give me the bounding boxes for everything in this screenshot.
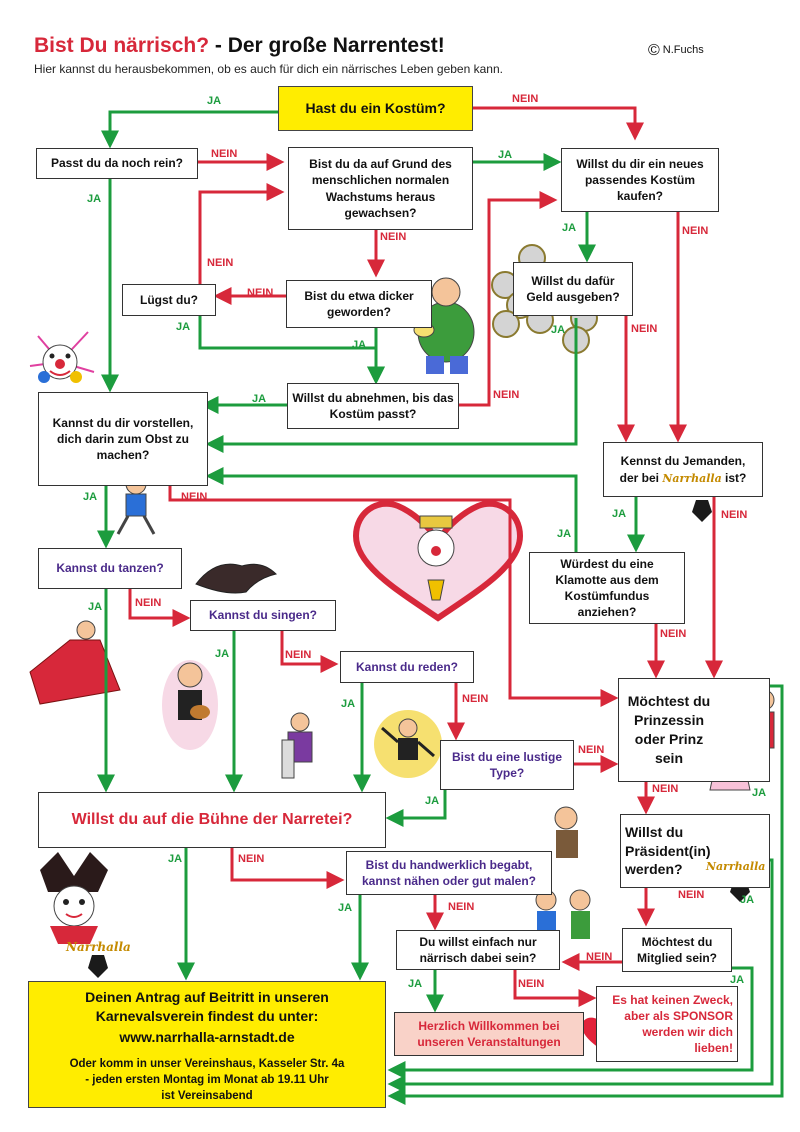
label-ja: JA <box>557 528 572 540</box>
node-tanzen-text: Kannst du tanzen? <box>56 561 164 576</box>
label-ja: JA <box>730 974 745 986</box>
node-handwerk-text: Bist du handwerklich begabt, kannst nähen oder gut malen? <box>361 857 537 888</box>
final-line2: Karnevalsverein findest du unter: <box>95 1008 319 1024</box>
node-obst-text: Kannst du dir vorstellen, dich darin zum Obst zu machen? <box>52 415 194 463</box>
node-lustig-text: Bist du eine lustige Type? <box>451 749 562 780</box>
node-jemanden-line2b: ist? <box>725 470 747 485</box>
label-ja: JA <box>207 95 222 107</box>
title-question: Bist Du närrisch? <box>34 34 210 57</box>
final-line3: Oder komm in unser Vereinshaus, Kasseler Str. 4a <box>69 1058 345 1070</box>
label-nein: NEIN <box>660 628 687 640</box>
crow-illustration <box>196 564 276 593</box>
narrhalla-logo-text: Narrhalla <box>66 940 131 954</box>
node-luegst-text: Lügst du? <box>140 292 198 307</box>
node-reden <box>340 651 474 683</box>
node-naerrisch <box>396 930 560 970</box>
label-nein: NEIN <box>721 509 748 521</box>
node-abnehmen <box>287 383 459 429</box>
title-test: - Der große Narrentest! <box>209 34 445 57</box>
label-nein: NEIN <box>181 491 208 503</box>
node-jemanden-line1: Kennst du Jemanden, <box>620 453 746 468</box>
label-ja: JA <box>562 222 577 234</box>
node-obst <box>38 392 208 486</box>
narrhalla-logo-text: Narrhalla <box>706 860 766 873</box>
label-nein: NEIN <box>247 287 274 299</box>
node-praesident <box>620 814 770 888</box>
node-neues <box>561 148 719 212</box>
label-ja: JA <box>87 193 102 205</box>
node-klamotte <box>529 552 685 624</box>
label-ja: JA <box>168 853 183 865</box>
final-url-link[interactable]: www.narrhalla-arnstadt.de <box>119 1029 295 1045</box>
heart-badge-illustration <box>356 504 520 618</box>
arrow-luegst-nein <box>200 192 280 284</box>
node-singen-text: Kannst du singen? <box>209 608 317 623</box>
node-passt <box>36 148 198 179</box>
node-final <box>28 981 386 1108</box>
label-nein: NEIN <box>207 257 234 269</box>
label-nein: NEIN <box>512 93 539 105</box>
label-nein: NEIN <box>238 853 265 865</box>
label-nein: NEIN <box>682 225 709 237</box>
label-nein: NEIN <box>285 649 312 661</box>
node-willkommen <box>394 1012 584 1056</box>
label-ja: JA <box>425 795 440 807</box>
node-naerrisch-text: Du willst einfach nur närrisch dabei sein? <box>419 934 537 965</box>
funny-man-illustration <box>374 710 442 778</box>
label-ja: JA <box>498 149 513 161</box>
label-nein: NEIN <box>462 693 489 705</box>
node-reden-text: Kannst du reden? <box>355 659 458 674</box>
node-klamotte-text: Würdest du eine Klamotte aus dem Kostümfundus anziehen? <box>555 556 659 620</box>
node-jemanden-line2a: der bei <box>619 470 659 485</box>
node-buehne-text: Willst du auf die Bühne der Narretei? <box>71 811 353 829</box>
narrhalla-logo-text: Narrhalla <box>662 471 722 485</box>
clown-face-illustration <box>30 332 94 383</box>
node-jemanden <box>603 442 763 497</box>
label-ja: JA <box>408 978 423 990</box>
label-nein: NEIN <box>493 389 520 401</box>
label-nein: NEIN <box>586 951 613 963</box>
label-nein: NEIN <box>380 231 407 243</box>
label-nein: NEIN <box>448 901 475 913</box>
final-line1: Deinen Antrag auf Beitritt in unseren <box>85 989 329 1005</box>
node-singen <box>190 600 336 631</box>
node-sponsor <box>596 986 738 1062</box>
node-handwerk <box>346 851 552 895</box>
jester-scroll-illustration <box>282 713 312 778</box>
node-prinz-text: Möchtest du Prinzessin oder Prinz sein <box>627 693 711 766</box>
node-neues-text: Willst du dir ein neues passendes Kostüm kaufen? <box>576 156 704 204</box>
label-ja: JA <box>740 894 755 906</box>
label-ja: JA <box>176 321 191 333</box>
label-ja: JA <box>215 648 230 660</box>
node-mitglied-text: Möchtest du Mitglied sein? <box>636 934 717 965</box>
copyright-icon: © <box>648 42 660 59</box>
arrow-kostuem-nein <box>473 108 635 136</box>
harlequin-mask-illustration <box>40 852 108 944</box>
label-nein: NEIN <box>678 889 705 901</box>
node-lustig <box>440 740 574 790</box>
label-ja: JA <box>88 601 103 613</box>
label-nein: NEIN <box>135 597 162 609</box>
node-luegst <box>122 284 216 316</box>
label-nein: NEIN <box>652 783 679 795</box>
arrow-kostuem-ja <box>110 112 278 144</box>
node-prinz <box>618 678 770 782</box>
node-willkommen-text: Herzlich Willkommen bei unseren Veranstaltungen <box>417 1018 561 1049</box>
node-mitglied <box>622 928 732 972</box>
node-kostuem <box>278 86 473 131</box>
node-dicker-text: Bist du etwa dicker geworden? <box>304 288 414 319</box>
singer-guitar-illustration <box>162 660 218 750</box>
node-tanzen <box>38 548 182 589</box>
header-subtitle: Hier kannst du herausbekommen, ob es auch für dich ein närrisches Leben geben kann. <box>34 62 503 76</box>
copyright-author: N.Fuchs <box>662 44 704 56</box>
node-praesident-text: Willst du Präsident(in) werden? <box>625 823 711 878</box>
node-geld-text: Willst du dafür Geld ausgeben? <box>526 273 620 304</box>
label-ja: JA <box>338 902 353 914</box>
label-ja: JA <box>352 339 367 351</box>
final-line5: ist Vereinsabend <box>161 1090 253 1102</box>
label-ja: JA <box>252 393 267 405</box>
label-ja: JA <box>83 491 98 503</box>
label-nein: NEIN <box>211 148 238 160</box>
label-nein: NEIN <box>631 323 658 335</box>
node-wachstum-text: Bist du da auf Grund des menschlichen normalen Wachstums heraus gewachsen? <box>309 157 452 220</box>
node-wachstum <box>288 147 473 230</box>
node-dicker <box>286 280 432 328</box>
node-kostuem-text: Hast du ein Kostüm? <box>305 100 446 117</box>
node-buehne <box>38 792 386 848</box>
node-sponsor-text: Es hat keinen Zweck, aber als SPONSOR werden wir dich lieben! <box>612 992 733 1056</box>
label-ja: JA <box>752 787 767 799</box>
label-nein: NEIN <box>518 978 545 990</box>
label-ja: JA <box>612 508 627 520</box>
label-nein: NEIN <box>578 744 605 756</box>
node-abnehmen-text: Willst du abnehmen, bis das Kostüm passt? <box>292 390 454 421</box>
label-ja: JA <box>551 324 566 336</box>
final-line4: - jeden ersten Montag im Monat ab 19.11 Uhr <box>85 1074 329 1086</box>
node-geld <box>513 262 633 316</box>
node-passt-text: Passt du da noch rein? <box>50 156 184 171</box>
label-ja: JA <box>341 698 356 710</box>
